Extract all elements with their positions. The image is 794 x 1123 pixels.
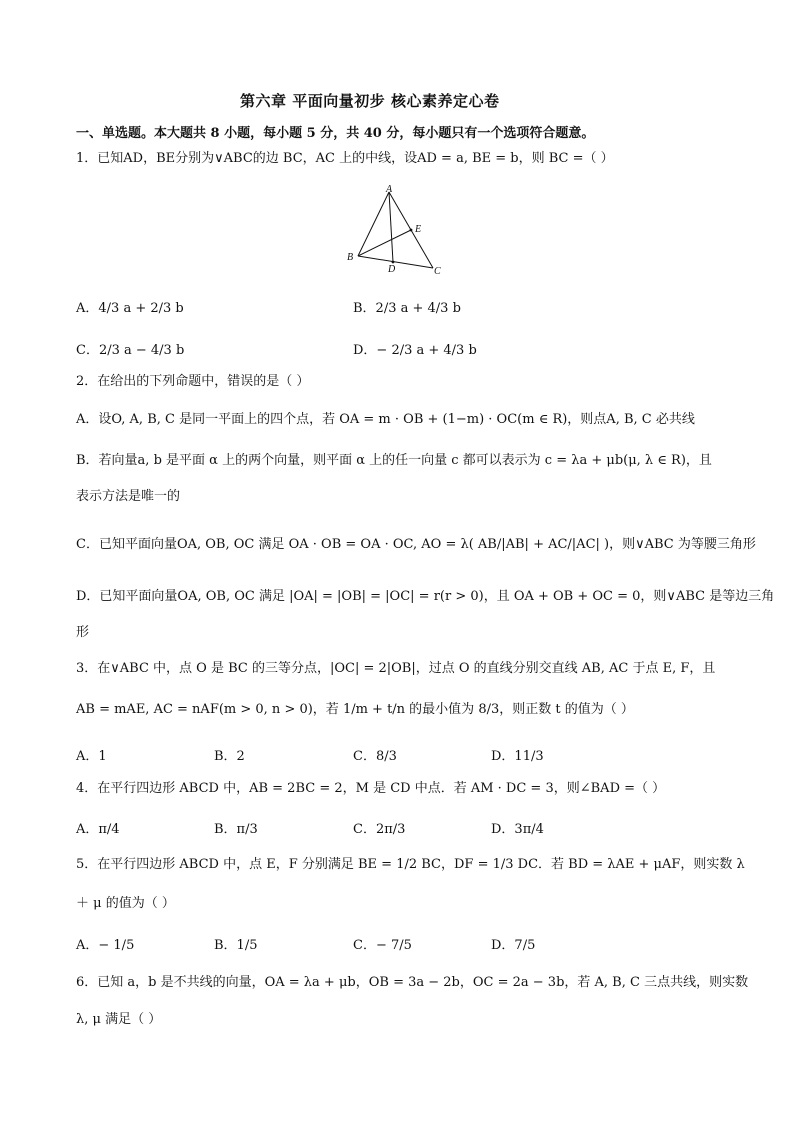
q5-option-c: C．− 7/5: [353, 938, 412, 953]
q1-option-d: D．− 2/3 a + 4/3 b: [353, 343, 477, 358]
question-5-stem-line2: ＋ μ 的值为（ ）: [76, 896, 175, 911]
q1-option-a: A．4/3 a + 2/3 b: [76, 301, 184, 316]
figure-label-d: D: [388, 264, 396, 275]
question-1-stem: 1．已知AD，BE分别为∨ABC的边 BC，AC 上的中线，设AD = a, BE = b，则 BC =（ ）: [76, 151, 614, 166]
question-4-stem: 4．在平行四边形 ABCD 中，AB = 2BC = 2，M 是 CD 中点．若 AM · DC = 3，则∠BAD =（ ）: [76, 781, 666, 796]
q1-option-b: B．2/3 a + 4/3 b: [353, 301, 461, 316]
q5-option-d: D．7/5: [491, 938, 536, 953]
q2-option-a: A．设O, A, B, C 是同一平面上的四个点，若 OA = m · OB + (1−m) · OC(m ∈ R)，则点A, B, C 必共线: [76, 412, 695, 427]
q4-option-c: C．2π/3: [353, 822, 406, 837]
page-title: 第六章 平面向量初步 核心素养定心卷: [240, 92, 500, 110]
figure-label-b: B: [347, 252, 354, 263]
q3-option-a: A．1: [76, 749, 107, 764]
q3-option-c: C．8/3: [353, 749, 397, 764]
question-6-stem-line2: λ, μ 满足（ ）: [76, 1012, 162, 1027]
q3-option-b: B．2: [214, 749, 245, 764]
q3-option-d: D．11/3: [491, 749, 544, 764]
question-6-stem-line1: 6．已知 a，b 是不共线的向量，OA = λa + μb，OB = 3a − 2b，OC = 2a − 3b，若 A, B, C 三点共线，则实数: [76, 975, 749, 990]
q2-option-b-line1: B．若向量a, b 是平面 α 上的两个向量，则平面 α 上的任一向量 c 都可以表示为 c = λa + μb(μ, λ ∈ R)，且: [76, 453, 712, 468]
q4-option-a: A．π/4: [76, 822, 120, 837]
q2-option-d-line1: D．已知平面向量OA, OB, OC 满足 |OA| = |OB| = |OC| = r(r > 0)，且 OA + OB + OC = 0，则∨ABC 是等边三角: [76, 589, 775, 604]
question-3-stem-line2: AB = mAE, AC = nAF(m > 0, n > 0)，若 1/m + t/n 的最小值为 8/3，则正数 t 的值为（ ）: [76, 702, 634, 717]
figure-label-c: C: [434, 266, 441, 277]
question-2-stem: 2．在给出的下列命题中，错误的是（ ）: [76, 374, 310, 389]
question-3-stem-line1: 3．在∨ABC 中，点 O 是 BC 的三等分点，|OC| = 2|OB|，过点 O 的直线分别交直线 AB, AC 于点 E, F，且: [76, 661, 716, 676]
figure-label-e: E: [415, 224, 422, 235]
q5-option-b: B．1/5: [214, 938, 258, 953]
question-5-stem-line1: 5．在平行四边形 ABCD 中，点 E，F 分别满足 BE = 1/2 BC，DF = 1/3 DC．若 BD = λAE + μAF，则实数 λ: [76, 857, 745, 872]
figure-label-a: A: [386, 184, 393, 195]
q1-option-c: C．2/3 a − 4/3 b: [76, 343, 185, 358]
q4-option-d: D．3π/4: [491, 822, 544, 837]
q2-option-d-line2: 形: [76, 625, 90, 640]
q4-option-b: B．π/3: [214, 822, 258, 837]
q2-option-c: C．已知平面向量OA, OB, OC 满足 OA · OB = OA · OC, AO = λ( AB/|AB| + AC/|AC| )，则∨ABC 为等腰三角形: [76, 537, 756, 552]
section-header: 一、单选题。本大题共 8 小题，每小题 5 分，共 40 分，每小题只有一个选项符合题意。: [76, 126, 595, 141]
q5-option-a: A．− 1/5: [76, 938, 135, 953]
q2-option-b-line2: 表示方法是唯一的: [76, 489, 181, 504]
